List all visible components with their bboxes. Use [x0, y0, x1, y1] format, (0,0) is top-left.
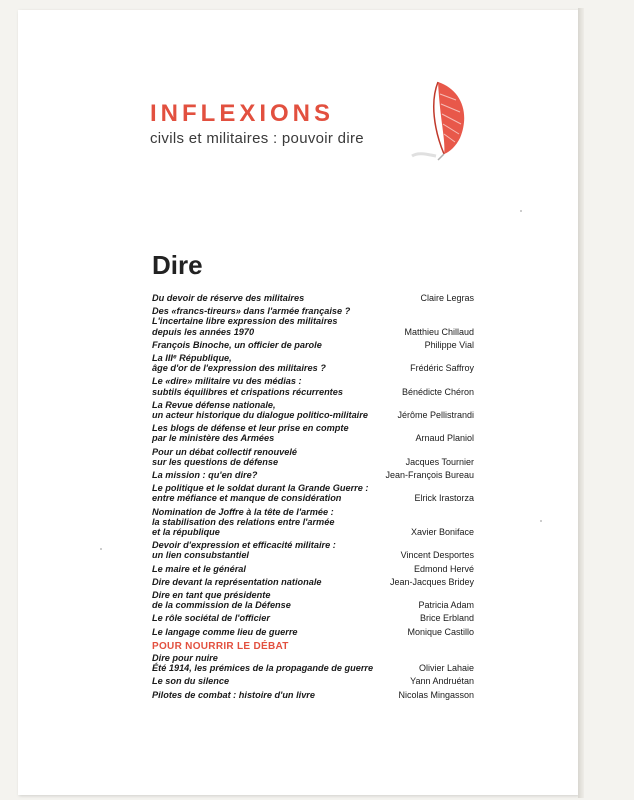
toc-entry-title [152, 690, 315, 700]
toc-entry-title [152, 540, 336, 560]
paper-speck [540, 520, 542, 522]
toc-entry-title [152, 447, 297, 467]
toc-entry [152, 293, 474, 303]
toc-entry [152, 613, 474, 623]
toc-entry-title-line: Le rôle sociétal de l'officier [152, 613, 270, 624]
toc-entry-title-line: sur les questions de défense [152, 456, 279, 467]
toc-entry-title [152, 564, 246, 574]
toc-entry-author: Claire Legras [420, 293, 474, 303]
toc-entry-title-line: subtils équilibres et crispations récurrentes [152, 386, 343, 397]
toc-entry-title-line: Le maire et le général [152, 563, 246, 574]
brand-subtitle: civils et militaires : pouvoir dire [150, 130, 364, 147]
toc-entry-title [152, 590, 291, 610]
toc-entry-author: Xavier Boniface [410, 527, 474, 538]
toc-entry [152, 423, 474, 443]
toc-entry [152, 340, 474, 350]
toc-entry-title [152, 293, 304, 303]
toc-entry-author: Elrick Irastorza [414, 493, 474, 504]
toc-entry-title-line: un acteur historique du dialogue politico-militaire [152, 410, 368, 421]
toc-entry [152, 447, 474, 467]
toc-entry-author: Bénédicte Chéron [401, 386, 474, 397]
toc-main-list [152, 293, 474, 637]
toc-entry-title [152, 400, 368, 420]
toc-entry-author: Yann Andruétan [410, 676, 474, 687]
toc-entry [152, 507, 474, 538]
toc-entry-title [152, 423, 349, 443]
toc-entry [152, 676, 474, 686]
toc-entry-title [152, 353, 326, 373]
toc-entry [152, 483, 474, 503]
toc-entry-title-line: Nomination de Joffre à la tête de l'armée : [152, 506, 334, 517]
toc-entry-title-line: Été 1914, les prémices de la propagande de guerre [152, 663, 374, 674]
toc-entry-title-line: La IIIᵉ République, [152, 353, 232, 364]
toc-entry-author: Arnaud Planiol [415, 433, 474, 444]
toc-entry [152, 400, 474, 420]
toc-entry-title-line: entre méfiance et manque de considération [152, 493, 342, 504]
toc-entry [152, 653, 474, 673]
toc-debate-list [152, 653, 474, 700]
toc-entry-title-line: la stabilisation des relations entre l'armée [152, 516, 335, 527]
toc-entry-title-line: et la république [152, 527, 220, 538]
toc-entry-title-line: Le «dire» militaire vu des médias : [152, 376, 302, 387]
table-of-contents [152, 293, 474, 703]
toc-entry-title [152, 653, 373, 673]
toc-entry-title-line: Dire en tant que présidente [152, 590, 271, 601]
toc-entry-author: Jean-Jacques Bridey [389, 576, 474, 587]
toc-entry-title-line: Dire pour nuire [152, 652, 218, 663]
toc-entry-title-line: depuis les années 1970 [152, 326, 255, 337]
toc-entry [152, 690, 474, 700]
toc-entry-title-line: L'incertaine libre expression des militaires [152, 316, 338, 327]
toc-entry-title-line: Devoir d'expression et efficacité militaire : [152, 540, 336, 551]
toc-entry-title [152, 306, 350, 337]
toc-entry-author: Edmond Hervé [413, 563, 474, 574]
toc-entry [152, 627, 474, 637]
toc-entry-title-line: Pilotes de combat : histoire d'un livre [152, 689, 315, 700]
toc-entry [152, 470, 474, 480]
toc-entry-title [152, 613, 270, 623]
toc-entry-author: Jean-François Bureau [385, 470, 474, 481]
toc-entry-title-line: par le ministère des Armées [152, 433, 275, 444]
toc-entry-title-line: Le politique et le soldat durant la Grande Guerre : [152, 483, 369, 494]
toc-entry-author: Brice Erbland [419, 613, 474, 624]
toc-entry-title-line: âge d'or de l'expression des militaires ? [152, 363, 326, 374]
toc-entry-author: Frédéric Saffroy [410, 363, 474, 374]
toc-entry-title [152, 577, 322, 587]
toc-entry-title [152, 340, 322, 350]
paper-speck [100, 548, 102, 550]
toc-entry [152, 540, 474, 560]
section-title: POUR NOURRIR LE DÉBAT [152, 640, 289, 652]
toc-entry-title [152, 676, 229, 686]
toc-entry [152, 353, 474, 373]
toc-entry-title-line: La Revue défense nationale, [152, 399, 276, 410]
toc-entry-author: Jérôme Pellistrandi [397, 410, 474, 421]
toc-entry-title [152, 627, 298, 637]
toc-entry-author: Nicolas Mingasson [398, 689, 474, 700]
toc-entry-author: Olivier Lahaie [418, 663, 474, 674]
toc-entry-author: Vincent Desportes [400, 550, 474, 561]
toc-entry-author: Jacques Tournier [405, 456, 474, 467]
toc-entry-title [152, 507, 334, 538]
page-edge [578, 8, 584, 798]
toc-entry-title-line: Pour un débat collectif renouvelé [152, 446, 297, 457]
toc-entry-author: Philippe Vial [424, 339, 474, 350]
toc-entry-title [152, 376, 343, 396]
toc-entry-title-line: La mission : qu'en dire? [152, 470, 258, 481]
toc-entry-title-line: Les blogs de défense et leur prise en compte [152, 423, 349, 434]
toc-entry-title-line: Le langage comme lieu de guerre [152, 626, 298, 637]
brand-block [150, 100, 364, 147]
toc-entry-author: Monique Castillo [407, 626, 474, 637]
toc-entry [152, 577, 474, 587]
toc-entry-author: Matthieu Chillaud [404, 326, 474, 337]
brand-title: INFLEXIONS [150, 100, 335, 127]
toc-entry-title-line: un lien consubstantiel [152, 550, 249, 561]
toc-entry-title-line: de la commission de la Défense [152, 600, 291, 611]
toc-entry-title-line: Dire devant la représentation nationale [152, 576, 322, 587]
toc-entry-title-line: Des «francs-tireurs» dans l'armée française ? [152, 306, 351, 317]
toc-entry [152, 306, 474, 337]
toc-entry-title [152, 483, 368, 503]
toc-entry-title [152, 470, 257, 480]
paper-speck [520, 210, 522, 212]
page-heading: Dire [152, 250, 203, 280]
quill-feather-icon [400, 72, 480, 162]
toc-entry [152, 564, 474, 574]
toc-entry [152, 376, 474, 396]
toc-entry-title-line: Le son du silence [152, 676, 230, 687]
toc-entry-title-line: Du devoir de réserve des militaires [152, 293, 305, 303]
toc-entry [152, 590, 474, 610]
toc-entry-title-line: François Binoche, un officier de parole [152, 339, 322, 350]
toc-entry-author: Patricia Adam [418, 600, 474, 611]
